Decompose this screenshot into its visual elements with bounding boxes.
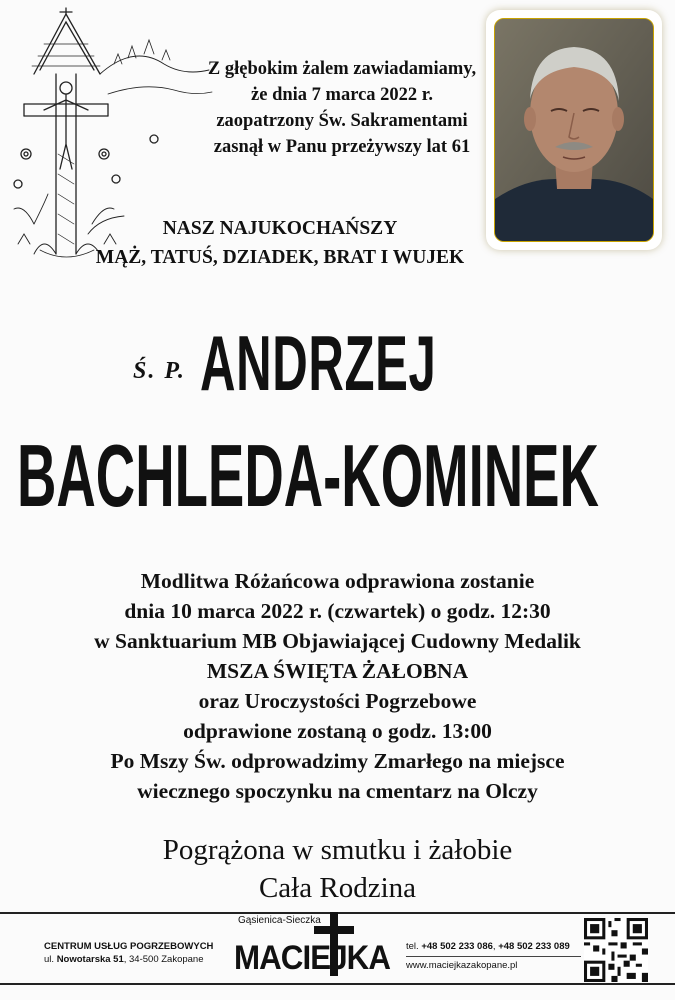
phone-label: tel. — [406, 941, 419, 952]
ceremony-line: Po Mszy Św. odprowadzimy Zmarłego na miejsce — [110, 749, 565, 773]
ceremony-line: w Sanktuarium MB Objawiającej Cudowny Medalik — [94, 629, 581, 653]
intro-line: Z głębokim żalem zawiadamiamy, — [207, 59, 477, 79]
relation-text — [0, 214, 560, 272]
address-city: , 34-500 Zakopane — [123, 954, 204, 965]
mourning-signature — [0, 831, 675, 907]
relation-line: MĄŻ, TATUŚ, DZIADEK, BRAT I WUJEK — [95, 247, 465, 268]
mourning-line: Cała Rodzina — [258, 872, 417, 904]
intro-line: zaopatrzony Św. Sakramentami — [216, 111, 468, 131]
phone-number-1: +48 502 233 086 — [421, 941, 493, 952]
address-street: Nowotarska 51 — [56, 954, 124, 965]
company-title: CENTRUM USŁUG POGRZEBOWYCH — [44, 941, 214, 952]
ceremony-line: oraz Uroczystości Pogrzebowe — [198, 689, 477, 713]
address-prefix: ul. — [44, 954, 55, 965]
deceased-surname: BACHLEDA-KOMINEK — [17, 426, 599, 525]
ceremony-line: odprawione zostaną o godz. 13:00 — [183, 719, 492, 743]
brand-subtitle: Gąsienica-Sieczka — [238, 915, 321, 926]
ceremony-line: dnia 10 marca 2022 r. (czwartek) o godz. 12:30 — [124, 599, 551, 623]
intro-text — [198, 56, 486, 160]
website-link[interactable]: www.maciejkazakopane.pl — [406, 960, 518, 971]
footer-divider-bottom — [0, 983, 675, 985]
portrait-image — [495, 19, 653, 241]
phone-number-2: +48 502 233 089 — [498, 941, 570, 952]
portrait-photo — [494, 18, 654, 242]
ceremony-line: MSZA ŚWIĘTA ŻAŁOBNA — [206, 659, 469, 683]
intro-line: że dnia 7 marca 2022 r. — [251, 85, 433, 105]
intro-line: zasnął w Panu przeżywszy lat 61 — [213, 137, 471, 157]
brand-logo: MACIEJKA — [234, 939, 391, 977]
qr-code-icon[interactable] — [584, 918, 648, 982]
name-prefix: Ś. P. — [133, 358, 186, 384]
deceased-first-name: ANDRZEJ — [200, 319, 437, 407]
phone-line: tel. +48 502 233 086, +48 502 233 089 — [406, 941, 570, 952]
funeral-company-info — [44, 940, 213, 966]
contact-info — [406, 940, 581, 973]
ceremony-line: Modlitwa Różańcowa odprawiona zostanie — [140, 569, 535, 593]
relation-line: NASZ NAJUKOCHAŃSZY — [162, 218, 398, 239]
ceremony-line: wiecznego spoczynku na cmentarz na Olczy — [137, 779, 538, 803]
company-address — [44, 953, 213, 966]
mourning-line: Pogrążona w smutku i żałobie — [162, 834, 513, 866]
contact-divider — [406, 956, 581, 957]
ceremony-details — [0, 566, 675, 806]
